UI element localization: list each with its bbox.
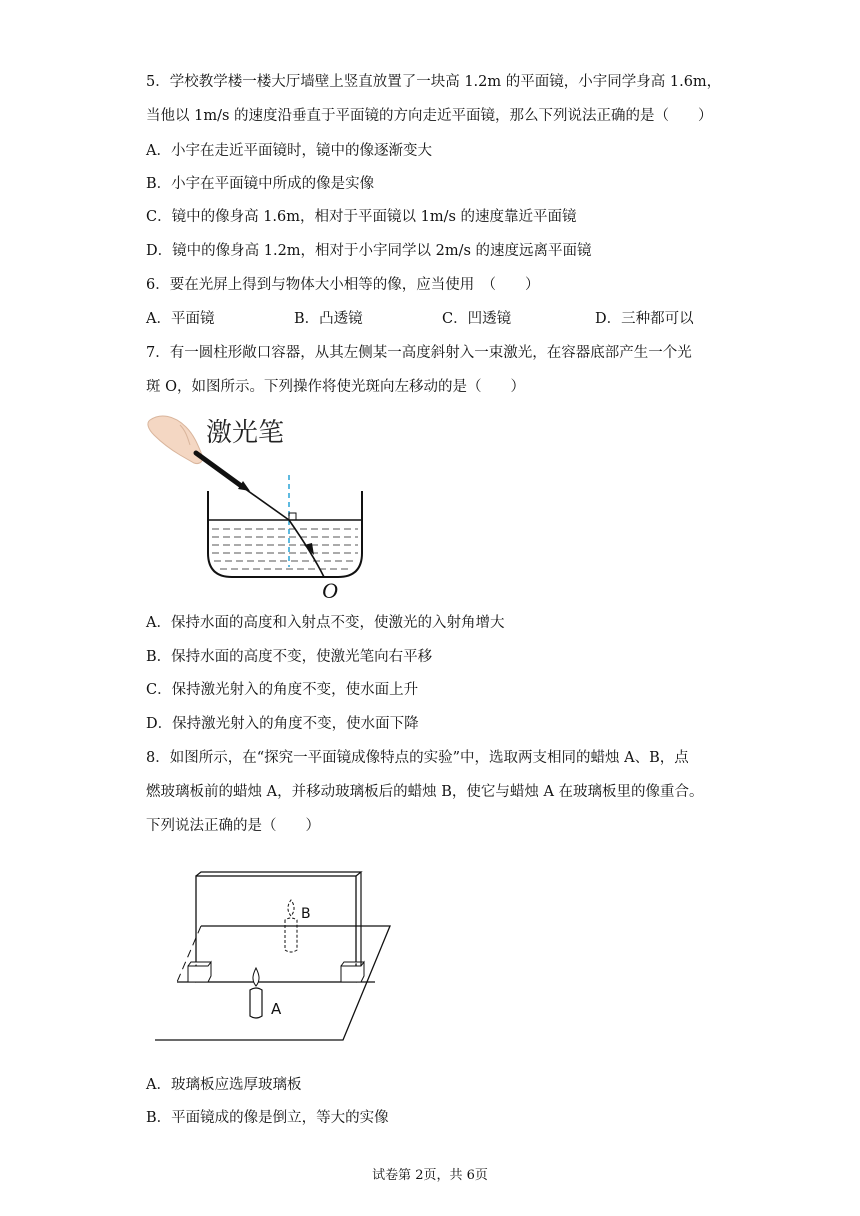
candle-a bbox=[250, 968, 262, 1018]
plane-mirror-figure bbox=[155, 870, 395, 1045]
page-footer: 试卷第 2页，共 6页 bbox=[372, 1168, 488, 1183]
glass-plate-depth bbox=[196, 872, 361, 982]
q6-option-c: C．凹透镜 bbox=[442, 311, 512, 327]
laser-container-figure bbox=[140, 405, 400, 605]
q6-stem: 6．要在光屏上得到与物体大小相等的像，应当使用 （ ） bbox=[146, 277, 540, 293]
q6-option-d: D．三种都可以 bbox=[595, 311, 694, 327]
q8-stem-line3: 下列说法正确的是（ ） bbox=[146, 818, 320, 834]
q5-stem-line2: 当他以 1m/s 的速度沿垂直于平面镜的方向走近平面镜，那么下列说法正确的是（ ） bbox=[146, 108, 713, 124]
water-hatching bbox=[212, 529, 358, 569]
container bbox=[208, 491, 362, 577]
q6-option-a: A．平面镜 bbox=[146, 311, 215, 327]
spot-label: O bbox=[322, 578, 338, 603]
q5-option-c: C．镜中的像身高 1.6m，相对于平面镜以 1m/s 的速度靠近平面镜 bbox=[146, 209, 577, 225]
laser-pen-label: 激光笔 bbox=[206, 418, 285, 448]
support-block-left bbox=[188, 962, 211, 982]
q6-options bbox=[146, 309, 706, 329]
candle-b-label: B bbox=[301, 906, 311, 922]
q8-option-b: B．平面镜成的像是倒立，等大的实像 bbox=[146, 1110, 389, 1126]
q7-stem-line1: 7．有一圆柱形敞口容器，从其左侧某一高度斜射入一束激光，在容器底部产生一个光 bbox=[146, 345, 692, 361]
q5-option-b: B．小宇在平面镜中所成的像是实像 bbox=[146, 176, 375, 192]
q5-stem-line1: 5．学校教学楼一楼大厅墙壁上竖直放置了一块高 1.2m 的平面镜，小宇同学身高 1.6m， bbox=[146, 74, 722, 90]
q6-option-b: B．凸透镜 bbox=[294, 311, 363, 327]
glass-plate bbox=[196, 876, 356, 982]
q8-stem-line2: 燃玻璃板前的蜡烛 A，并移动玻璃板后的蜡烛 B，使它与蜡烛 A 在玻璃板里的像重合。 bbox=[146, 784, 704, 800]
right-angle-mark bbox=[289, 513, 296, 520]
q7-option-a: A．保持水面的高度和入射点不变，使激光的入射角增大 bbox=[146, 615, 505, 631]
q7-stem-line2: 斑 O，如图所示。下列操作将使光斑向左移动的是（ ） bbox=[146, 379, 525, 395]
q5-option-d: D．镜中的像身高 1.2m，相对于小宇同学以 2m/s 的速度远离平面镜 bbox=[146, 243, 592, 259]
q7-option-c: C．保持激光射入的角度不变，使水面上升 bbox=[146, 682, 419, 698]
q8-option-a: A．玻璃板应选厚玻璃板 bbox=[146, 1077, 302, 1093]
hand-icon bbox=[148, 416, 203, 464]
table-plane bbox=[155, 926, 390, 1040]
q7-option-d: D．保持激光射入的角度不变，使水面下降 bbox=[146, 716, 419, 732]
q8-stem-line1: 8．如图所示，在“探究一平面镜成像特点的实验”中，选取两支相同的蜡烛 A、B，点 bbox=[146, 750, 689, 766]
q7-option-b: B．保持水面的高度不变，使激光笔向右平移 bbox=[146, 649, 433, 665]
q5-option-a: A．小宇在走近平面镜时，镜中的像逐渐变大 bbox=[146, 143, 432, 159]
candle-a-label: A bbox=[271, 1000, 282, 1018]
